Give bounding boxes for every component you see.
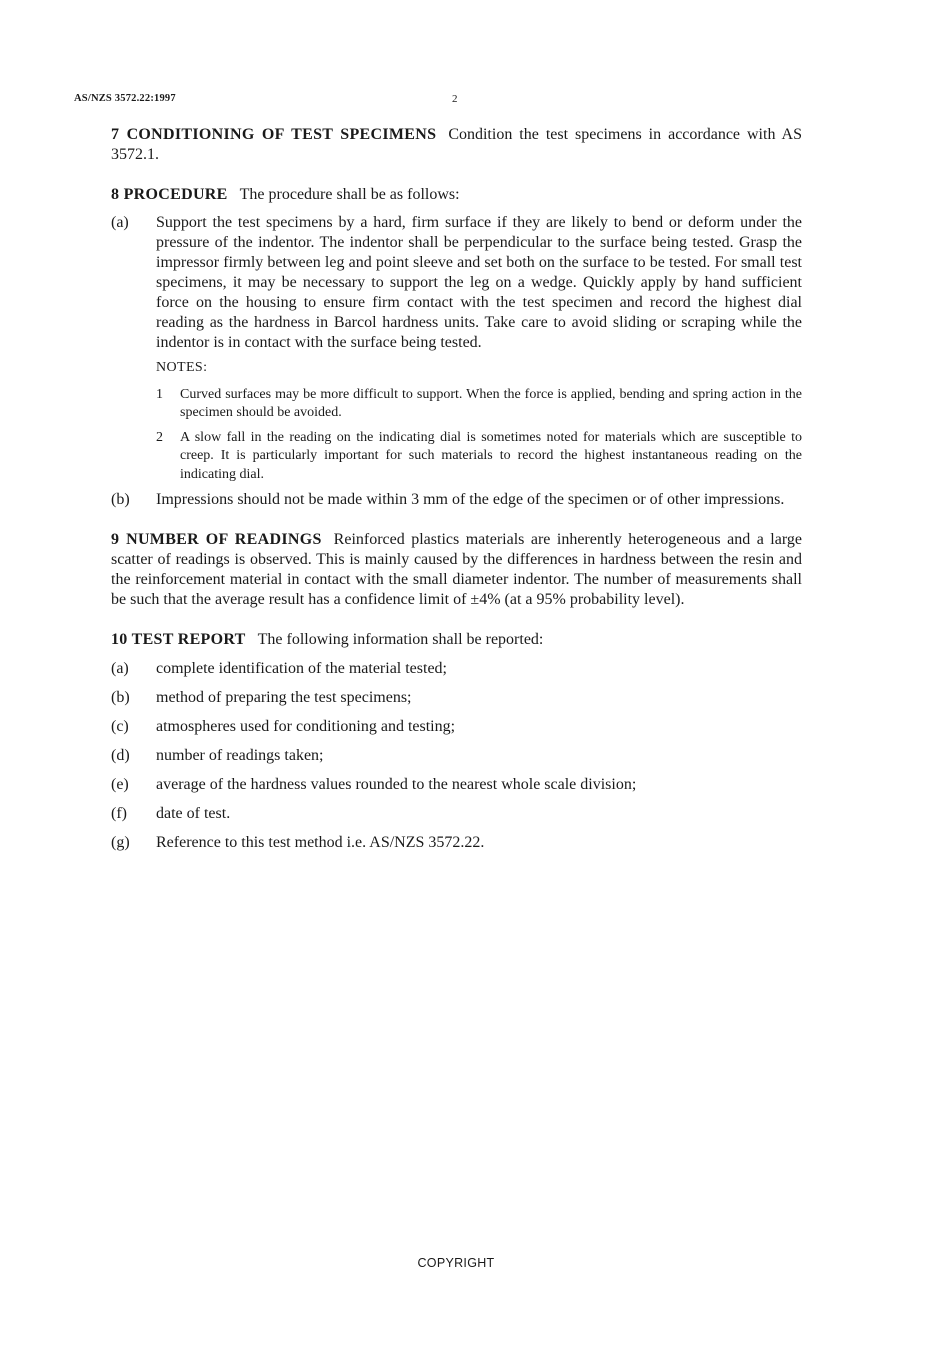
document-body: [111, 125, 802, 873]
list-item-text: complete identification of the material tested;: [156, 660, 447, 677]
note-item: [156, 429, 802, 485]
list-item: [111, 804, 802, 824]
list-item: [111, 213, 802, 353]
list-item-label: (b): [111, 689, 130, 706]
note-number: 2: [156, 429, 163, 445]
list-item-label: (f): [111, 805, 127, 822]
list-item: [111, 833, 802, 853]
list-item-label: (a): [111, 660, 129, 677]
section-heading-procedure: 8 PROCEDURE: [111, 186, 228, 203]
copyright-footer: COPYRIGHT: [417, 1256, 495, 1270]
section-heading-readings: 9 NUMBER OF READINGS: [111, 531, 322, 548]
list-item: [111, 490, 802, 510]
list-item: [111, 688, 802, 708]
section-heading-report: 10 TEST REPORT: [111, 631, 246, 648]
section-readings: [111, 530, 802, 610]
notes-label: NOTES:: [156, 360, 208, 375]
list-item-label: (g): [111, 834, 130, 851]
list-item-label: (d): [111, 747, 130, 764]
list-item-label: (c): [111, 718, 129, 735]
notes-block: [156, 359, 802, 484]
list-item: [111, 775, 802, 795]
section-text-readings: Reinforced plastics materials are inherently heterogeneous and a large scatter of readings is observed. This is mainly caused by the differences in hardness between the resin and the reinforcement material in contact with the small diameter indentor. The number of measurements shall be such that the average result has a confidence limit of ±4% (at a 95% probability level).: [111, 531, 802, 608]
list-item-text: atmospheres used for conditioning and testing;: [156, 718, 456, 735]
list-item-text: date of test.: [156, 805, 231, 822]
list-item-text: Support the test specimens by a hard, firm surface if they are likely to bend or deform under the pressure of the indentor. The indentor shall be perpendicular to the surface being tested. Grasp the impressor firmly between leg and point sleeve and set both on the surface to be tested. For small test specimens, it may be necessary to support the leg on a wedge. Quickly apply by hand sufficient force on the housing to ensure firm contact with the test specimen and record the highest dial reading as the hardness in Barcol hardness units. Take care to avoid sliding or scraping while the indentor is in contact with the surface being tested.: [156, 214, 802, 351]
list-item-text: number of readings taken;: [156, 747, 324, 764]
document-standard-id: AS/NZS 3572.22:1997: [74, 93, 176, 104]
section-heading-conditioning: 7 CONDITIONING OF TEST SPECIMENS: [111, 126, 437, 143]
note-number: 1: [156, 386, 163, 402]
list-item-text: Reference to this test method i.e. AS/NZS 3572.22.: [156, 834, 485, 851]
list-item-label: (e): [111, 776, 129, 793]
section-conditioning: [111, 125, 802, 165]
list-item-text: average of the hardness values rounded to the nearest whole scale division;: [156, 776, 637, 793]
section-intro-report: The following information shall be reported:: [257, 631, 544, 648]
section-text-conditioning: Condition the test specimens in accordance with AS 3572.1.: [111, 126, 803, 163]
list-item: [111, 717, 802, 737]
list-item-label: (b): [111, 491, 130, 508]
list-item: [111, 659, 802, 679]
section-intro-procedure: The procedure shall be as follows:: [239, 186, 460, 203]
procedure-list: [111, 213, 802, 510]
list-item-text: method of preparing the test specimens;: [156, 689, 412, 706]
report-list: [111, 659, 802, 853]
note-text: A slow fall in the reading on the indicating dial is sometimes noted for materials which are susceptible to creep. It is particularly important for such materials to record the highest instantaneous reading on the indicating dial.: [180, 429, 802, 482]
list-item-text: Impressions should not be made within 3 mm of the edge of the specimen or of other impressions.: [156, 491, 785, 508]
note-text: Curved surfaces may be more difficult to support. When the force is applied, bending and spring action in the specimen should be avoided.: [180, 386, 802, 420]
list-item-label: (a): [111, 214, 129, 231]
section-procedure: [111, 185, 802, 510]
page-number: 2: [452, 93, 458, 105]
list-item: [111, 746, 802, 766]
note-item: [156, 386, 802, 423]
section-report: [111, 630, 802, 853]
